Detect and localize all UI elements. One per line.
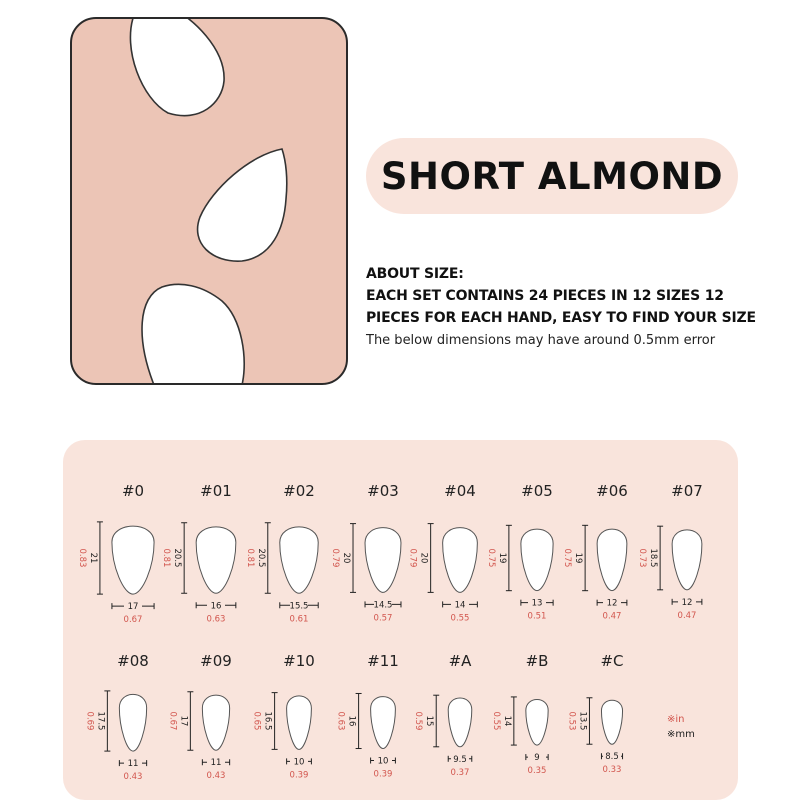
size-item: [413, 652, 472, 778]
width-in: 0.61: [289, 614, 309, 625]
size-item: [491, 652, 549, 776]
length-mm: 16.5: [262, 711, 273, 731]
size-label: #B: [525, 652, 549, 670]
width-mm: 13: [531, 598, 543, 609]
width-in: 0.63: [206, 614, 226, 625]
size-chart-panel: [63, 440, 738, 800]
width-mm: 9.5: [453, 754, 467, 765]
product-title: SHORT ALMOND: [380, 154, 724, 198]
length-in: 0.67: [167, 711, 178, 731]
title-pill: [366, 138, 738, 214]
nail-shape: [196, 527, 236, 593]
length-mm: 17.5: [95, 711, 106, 731]
size-item: [330, 482, 401, 623]
size-item: [562, 482, 628, 622]
nail-shape: [597, 529, 627, 591]
about-size-section: [366, 263, 766, 351]
width-in: 0.43: [123, 772, 143, 783]
length-in: 0.69: [84, 711, 95, 731]
nail-shape: [521, 529, 553, 591]
size-label: #03: [367, 482, 399, 500]
length-in: 0.63: [335, 711, 346, 731]
width-in: 0.55: [450, 613, 470, 624]
width-in: 0.47: [602, 611, 622, 622]
size-label: #07: [671, 482, 703, 500]
size-item: [486, 482, 553, 622]
nail-shape: [526, 700, 548, 746]
length-in: 0.79: [407, 548, 418, 568]
width-in: 0.43: [206, 771, 226, 782]
size-label: #C: [600, 652, 624, 670]
size-item: [167, 652, 231, 781]
size-item: [252, 652, 315, 780]
length-in: 0.55: [490, 711, 501, 731]
about-heading: ABOUT SIZE:: [366, 266, 464, 282]
width-in: 0.35: [527, 766, 547, 777]
length-in: 0.75: [485, 548, 496, 568]
nail-shape: [119, 694, 146, 751]
nail-top: [130, 19, 224, 116]
legend-mm: ※mm: [667, 729, 695, 740]
length-mm: 20.5: [172, 548, 183, 568]
length-mm: 16: [346, 715, 357, 727]
width-in: 0.37: [450, 767, 470, 778]
size-item: [408, 482, 478, 623]
length-mm: 20: [418, 552, 429, 564]
size-label: #11: [367, 652, 399, 670]
size-label: #08: [117, 652, 149, 670]
width-mm: 9: [534, 753, 540, 764]
size-item: [566, 652, 623, 775]
length-mm: 14: [501, 715, 512, 727]
size-item: [84, 652, 148, 782]
length-mm: 20: [341, 552, 352, 564]
nail-shape: [601, 700, 622, 744]
width-in: 0.33: [602, 765, 622, 776]
nail-shape: [672, 530, 702, 590]
size-label: #04: [444, 482, 476, 500]
nail-illustration: [72, 19, 346, 383]
length-in: 0.59: [413, 711, 424, 731]
length-in: 0.53: [566, 711, 577, 731]
nail-shape: [287, 696, 312, 750]
length-in: 0.79: [330, 548, 341, 568]
size-item: [161, 482, 236, 624]
width-mm: 12: [681, 597, 693, 608]
nail-shape: [202, 695, 229, 750]
length-mm: 13.5: [577, 711, 588, 731]
nail-shape: [112, 526, 154, 594]
length-in: 0.83: [76, 548, 87, 568]
width-mm: 11: [127, 759, 139, 770]
size-label: #10: [283, 652, 315, 670]
width-mm: 14.5: [373, 600, 393, 611]
nail-shape: [365, 528, 401, 593]
about-note: The below dimensions may have around 0.5mm error: [366, 333, 716, 348]
width-mm: 10: [377, 756, 389, 767]
nail-shape: [443, 528, 478, 593]
length-in: 0.65: [251, 711, 262, 731]
nail-middle: [198, 149, 287, 261]
width-mm: 14: [454, 600, 466, 611]
about-line-1: EACH SET CONTAINS 24 PIECES IN 12 SIZES 12: [366, 288, 724, 304]
size-label: #0: [121, 482, 145, 500]
size-label: #A: [448, 652, 472, 670]
length-mm: 18.5: [648, 548, 659, 568]
width-mm: 11: [210, 758, 222, 769]
length-in: 0.81: [161, 548, 172, 568]
width-in: 0.57: [373, 613, 393, 624]
size-label: #09: [200, 652, 232, 670]
width-in: 0.39: [373, 769, 393, 780]
width-mm: 15.5: [289, 601, 309, 612]
size-label: #05: [521, 482, 553, 500]
length-mm: 19: [496, 552, 507, 564]
width-mm: 12: [606, 598, 618, 609]
length-mm: 21: [87, 552, 98, 564]
nail-shape: [371, 697, 396, 749]
length-in: 0.75: [562, 548, 573, 568]
width-mm: 16: [210, 601, 222, 612]
width-mm: 10: [293, 757, 305, 768]
size-item: [336, 652, 399, 780]
width-mm: 17: [127, 602, 139, 613]
length-in: 0.81: [244, 548, 255, 568]
nail-shape: [448, 698, 472, 747]
size-label: #06: [596, 482, 628, 500]
legend-inch: ※in: [667, 714, 685, 725]
width-in: 0.67: [123, 615, 143, 626]
size-item: [77, 482, 154, 625]
about-line-2: PIECES FOR EACH HAND, EASY TO FIND YOUR SIZE: [366, 310, 756, 326]
length-mm: 20.5: [255, 548, 266, 568]
size-chart: [63, 440, 738, 800]
length-mm: 17: [178, 715, 189, 727]
nail-bottom: [142, 284, 244, 383]
size-item: [245, 482, 318, 624]
width-in: 0.47: [677, 610, 697, 621]
size-label: #01: [200, 482, 232, 500]
width-in: 0.39: [289, 770, 309, 781]
size-label: #02: [283, 482, 315, 500]
nail-shape: [280, 527, 318, 593]
length-in: 0.73: [637, 548, 648, 568]
length-mm: 15: [424, 715, 435, 727]
nail-shape-preview: [70, 17, 348, 385]
width-in: 0.51: [527, 611, 547, 622]
size-item: [637, 482, 703, 621]
width-mm: 8.5: [605, 752, 619, 763]
length-mm: 19: [573, 552, 584, 564]
